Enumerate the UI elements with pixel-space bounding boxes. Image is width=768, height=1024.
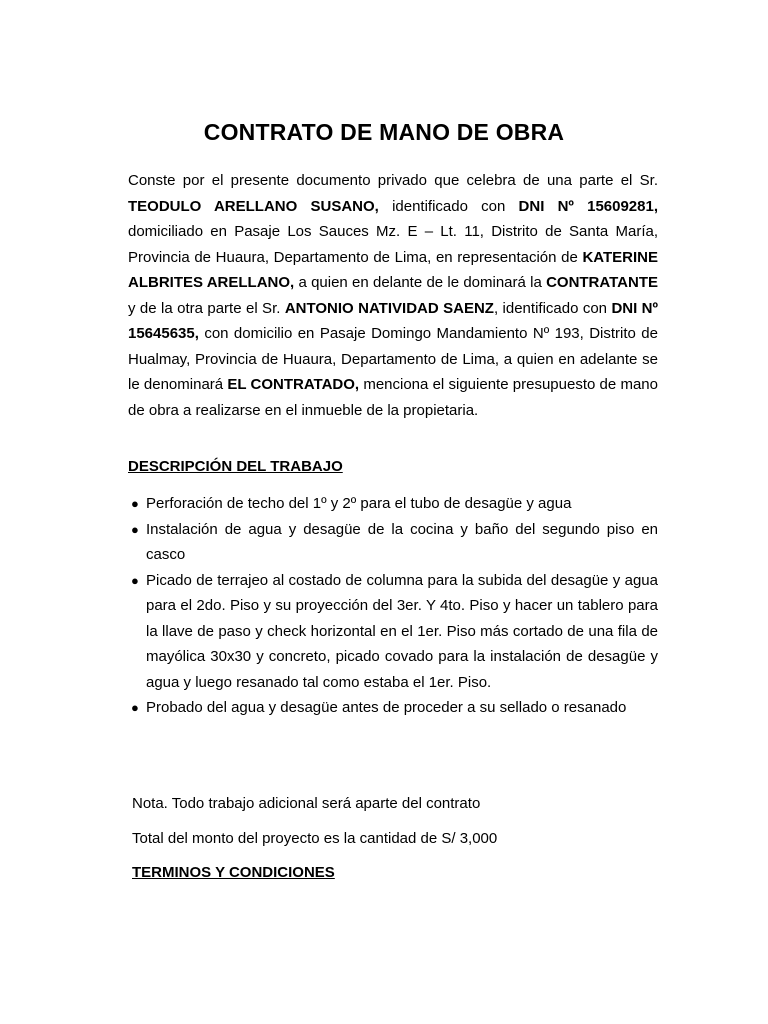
intro-segment: con domicilio en Pasaje Domingo Mandamiento Nº 193, Distrito de Hualmay, Provincia de Huaura, Departamento de Lima, a quien en adelante se le denominará bbox=[128, 325, 658, 393]
list-item bbox=[131, 491, 658, 517]
list-item bbox=[131, 695, 658, 721]
intro-segment-bold: DNI Nº 15609281, bbox=[518, 197, 659, 215]
intro-segment-bold: CONTRATANTE bbox=[546, 274, 658, 291]
intro-segment: Conste por el presente documento privado que celebra de una parte el Sr. bbox=[128, 172, 658, 189]
intro-paragraph bbox=[128, 168, 658, 423]
intro-segment-bold: KATERINE ALBRITES ARELLANO, bbox=[128, 248, 658, 291]
list-item-text: Perforación de techo del 1º y 2º para el tubo de desagüe y agua bbox=[146, 495, 572, 512]
intro-segment: , identificado con bbox=[493, 299, 612, 317]
terms-heading: TERMINOS Y CONDICIONES bbox=[132, 864, 335, 881]
intro-segment-bold: TEODULO ARELLANO SUSANO, bbox=[128, 197, 379, 215]
additional-work-note: Nota. Todo trabajo adicional será aparte del contrato bbox=[132, 795, 481, 812]
intro-segment: identificado con bbox=[378, 197, 519, 215]
intro-segment: y de la otra parte el Sr. bbox=[128, 299, 285, 317]
intro-segment: menciona el siguiente presupuesto de mano de obra a realizarse en el inmueble de la propietaria. bbox=[128, 376, 658, 419]
intro-segment-bold: DNI Nº 15645635, bbox=[128, 299, 658, 342]
bullet-icon: ● bbox=[131, 700, 139, 715]
description-heading: DESCRIPCIÓN DEL TRABAJO bbox=[128, 458, 343, 475]
list-item bbox=[131, 568, 658, 696]
list-item bbox=[131, 517, 658, 568]
work-description-list bbox=[131, 491, 658, 721]
bullet-icon: ● bbox=[131, 572, 139, 588]
bullet-icon: ● bbox=[131, 496, 139, 511]
list-item-text: Probado del agua y desagüe antes de proceder a su sellado o resanado bbox=[146, 699, 627, 716]
list-item-text: Picado de terrajeo al costado de columna para la subida del desagüe y agua para el 2do. Piso y su proyección del 3er. Y 4to. Piso y hacer un tablero para la llave de paso y check horizontal en el 1er. Piso más cortado de una fila de mayólica 30x30 y concreto, picado covado para la instalación de desagüe y agua y luego resanado tal como estaba el 1er. Piso. bbox=[146, 571, 658, 691]
project-total: Total del monto del proyecto es la cantidad de S/ 3,000 bbox=[132, 830, 498, 847]
document-title: CONTRATO DE MANO DE OBRA bbox=[203, 119, 565, 145]
intro-segment: domiciliado en Pasaje Los Sauces Mz. E – Lt. 11, Distrito de Santa María, Provincia de Huaura, Departamento de Lima, en representación de bbox=[128, 223, 658, 266]
intro-segment-bold: EL CONTRATADO, bbox=[227, 376, 360, 393]
intro-segment: a quien en delante de le dominará la bbox=[294, 274, 547, 291]
list-item-text: Instalación de agua y desagüe de la cocina y baño del segundo piso en casco bbox=[146, 520, 658, 563]
bullet-icon: ● bbox=[131, 521, 139, 537]
intro-segment-bold: ANTONIO NATIVIDAD SAENZ bbox=[284, 299, 494, 317]
